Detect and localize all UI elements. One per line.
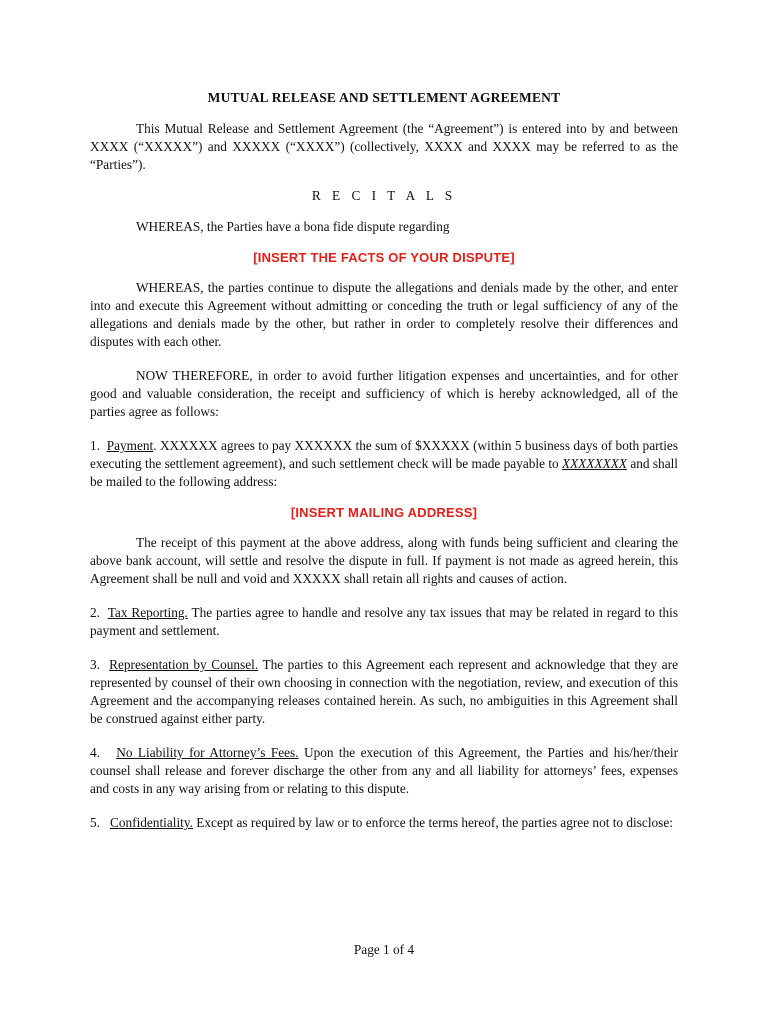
- document-body: [90, 90, 678, 832]
- now-therefore-paragraph: NOW THEREFORE, in order to avoid further litigation expenses and uncertainties, and for other good and valuable consideration, the receipt and sufficiency of which is hereby acknowledged, all of the parties agree as follows:: [90, 368, 678, 419]
- section-number: 5.: [90, 815, 100, 830]
- payee-name: XXXXXXXX: [562, 456, 628, 471]
- section-heading-tax: Tax Reporting.: [107, 605, 188, 620]
- page-footer: Page 1 of 4: [353, 942, 415, 957]
- section-representation: [90, 656, 678, 728]
- section-heading-representation: Representation by Counsel.: [109, 657, 259, 672]
- insert-facts-placeholder: [INSERT THE FACTS OF YOUR DISPUTE]: [253, 250, 515, 265]
- recitals-heading: R E C I T A L S: [311, 188, 457, 203]
- section-number: 2.: [90, 605, 100, 620]
- document-title: MUTUAL RELEASE AND SETTLEMENT AGREEMENT: [207, 90, 561, 105]
- whereas-paragraph-2: WHEREAS, the parties continue to dispute the allegations and denials made by the other, and enter into and execute this Agreement without admitting or conceding the truth or legal sufficiency of any of the allegations and denials made by the other, but rather in order to completely resolve their differences and disputes with each other.: [90, 280, 678, 349]
- receipt-paragraph: The receipt of this payment at the above address, along with funds being sufficient and clearing the above bank account, will settle and resolve the dispute in full. If payment is not made as agreed herein, this Agreement shall be null and void and XXXXX shall retain all rights and causes of action.: [90, 535, 678, 586]
- section-number: 4.: [90, 745, 100, 760]
- section-text: . XXXXXX agrees to pay XXXXXX the sum of $XXXXX (within 5 business days of both parties executing the settlement agreement), and such settlement check will be made payable to: [90, 438, 678, 471]
- section-payment: [90, 437, 678, 491]
- section-text: Except as required by law or to enforce the terms hereof, the parties agree not to disclose:: [192, 815, 673, 830]
- section-number: 1.: [90, 438, 100, 453]
- section-number: 3.: [90, 657, 100, 672]
- section-text: and shall be mailed to the following address:: [90, 456, 679, 489]
- insert-address-placeholder: [INSERT MAILING ADDRESS]: [290, 505, 478, 520]
- section-confidentiality: [90, 814, 678, 832]
- section-attorney-fees: [90, 744, 678, 798]
- section-text: The parties to this Agreement each represent and acknowledge that they are represented by counsel of their own choosing in connection with the negotiation, review, and execution of this Agreement and the accompanying releases contained herein. As such, no ambiguities in this Agreement shall be construed against either party.: [90, 657, 678, 726]
- section-heading-attorney-fees: No Liability for Attorney’s Fees.: [116, 745, 299, 760]
- section-heading-payment: Payment: [106, 438, 154, 453]
- whereas-paragraph-1: WHEREAS, the Parties have a bona fide dispute regarding: [136, 219, 450, 234]
- intro-paragraph: This Mutual Release and Settlement Agreement (the “Agreement”) is entered into by and between XXXX (“XXXXX”) and XXXXX (“XXXX”) (collectively, XXXX and XXXX may be referred to as the “Parties”).: [90, 121, 678, 172]
- section-text: The parties agree to handle and resolve any tax issues that may be related in regard to this payment and settlement.: [90, 605, 679, 638]
- section-text: Upon the execution of this Agreement, the Parties and his/her/their counsel shall release and forever discharge the other from any and all liability for attorneys’ fees, expenses and costs in any way arising from or relating to this dispute.: [90, 745, 678, 796]
- section-tax-reporting: [90, 604, 678, 640]
- section-heading-confidentiality: Confidentiality.: [109, 815, 193, 830]
